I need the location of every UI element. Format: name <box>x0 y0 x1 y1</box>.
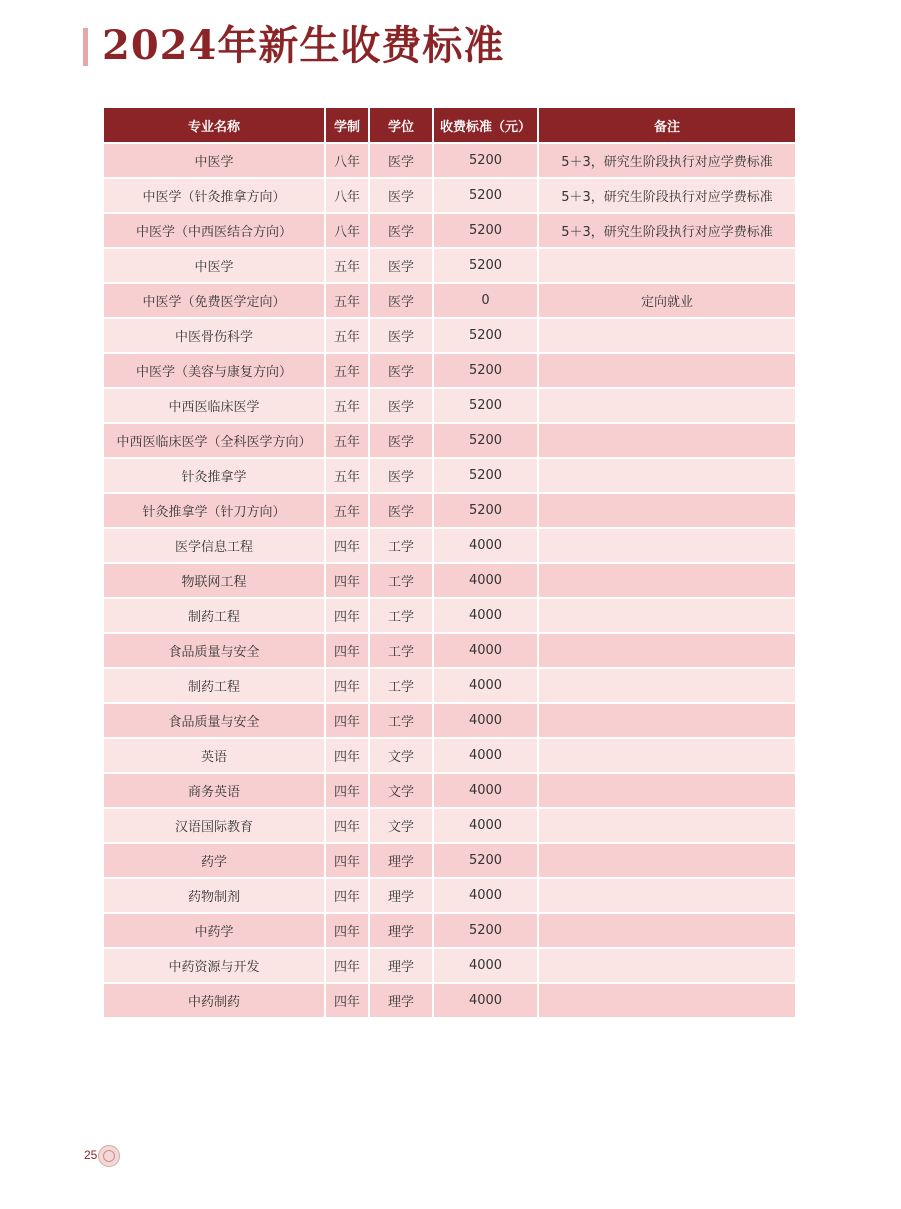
cell-fee: 4000 <box>434 529 537 564</box>
cell-fee: 4000 <box>434 984 537 1019</box>
cell-remark: 5＋3，研究生阶段执行对应学费标准 <box>539 179 795 214</box>
table-body <box>104 144 795 1019</box>
cell-remark <box>539 459 795 494</box>
cell-duration: 四年 <box>326 564 368 599</box>
cell-remark <box>539 249 795 284</box>
cell-duration: 八年 <box>326 144 368 179</box>
cell-major: 食品质量与安全 <box>104 634 324 669</box>
cell-duration: 五年 <box>326 354 368 389</box>
table-row <box>104 284 795 319</box>
cell-remark <box>539 634 795 669</box>
cell-duration: 四年 <box>326 739 368 774</box>
cell-degree: 理学 <box>370 949 432 984</box>
cell-fee: 5200 <box>434 844 537 879</box>
cell-major: 物联网工程 <box>104 564 324 599</box>
cell-duration: 八年 <box>326 179 368 214</box>
cell-remark <box>539 879 795 914</box>
cell-fee: 4000 <box>434 704 537 739</box>
cell-fee: 5200 <box>434 459 537 494</box>
cell-duration: 四年 <box>326 704 368 739</box>
cell-degree: 医学 <box>370 354 432 389</box>
table-row <box>104 424 795 459</box>
cell-major: 中西医临床医学（全科医学方向） <box>104 424 324 459</box>
cell-degree: 医学 <box>370 214 432 249</box>
cell-fee: 4000 <box>434 774 537 809</box>
cell-degree: 医学 <box>370 424 432 459</box>
cell-degree: 工学 <box>370 634 432 669</box>
cell-duration: 四年 <box>326 949 368 984</box>
table-row <box>104 179 795 214</box>
cell-major: 中医学 <box>104 144 324 179</box>
cell-remark <box>539 599 795 634</box>
cell-remark: 5＋3，研究生阶段执行对应学费标准 <box>539 214 795 249</box>
cell-degree: 理学 <box>370 914 432 949</box>
cell-fee: 5200 <box>434 389 537 424</box>
cell-major: 中药制药 <box>104 984 324 1019</box>
header-remark: 备注 <box>539 108 795 144</box>
cell-remark <box>539 809 795 844</box>
cell-degree: 工学 <box>370 599 432 634</box>
cell-remark <box>539 949 795 984</box>
cell-remark <box>539 389 795 424</box>
table-row <box>104 809 795 844</box>
table-row <box>104 249 795 284</box>
cell-fee: 5200 <box>434 249 537 284</box>
table-row <box>104 774 795 809</box>
cell-remark <box>539 704 795 739</box>
table-row <box>104 459 795 494</box>
cell-duration: 四年 <box>326 529 368 564</box>
cell-major: 中医学 <box>104 249 324 284</box>
cell-fee: 5200 <box>434 144 537 179</box>
cell-fee: 4000 <box>434 634 537 669</box>
cell-degree: 文学 <box>370 739 432 774</box>
cell-duration: 四年 <box>326 634 368 669</box>
table-row <box>104 529 795 564</box>
cell-duration: 五年 <box>326 389 368 424</box>
cell-fee: 5200 <box>434 214 537 249</box>
cell-fee: 5200 <box>434 319 537 354</box>
cell-duration: 四年 <box>326 844 368 879</box>
table-row <box>104 214 795 249</box>
cell-remark <box>539 914 795 949</box>
cell-fee: 4000 <box>434 809 537 844</box>
cell-major: 医学信息工程 <box>104 529 324 564</box>
cell-degree: 理学 <box>370 879 432 914</box>
cell-remark <box>539 844 795 879</box>
cell-major: 商务英语 <box>104 774 324 809</box>
table-row <box>104 949 795 984</box>
cell-major: 英语 <box>104 739 324 774</box>
cell-major: 制药工程 <box>104 599 324 634</box>
cell-degree: 工学 <box>370 669 432 704</box>
cell-degree: 工学 <box>370 704 432 739</box>
header-fee: 收费标准（元） <box>434 108 537 144</box>
cell-major: 制药工程 <box>104 669 324 704</box>
cell-major: 中药学 <box>104 914 324 949</box>
cell-duration: 四年 <box>326 914 368 949</box>
cell-major: 中医学（免费医学定向） <box>104 284 324 319</box>
table-row <box>104 879 795 914</box>
table-row <box>104 389 795 424</box>
cell-duration: 五年 <box>326 249 368 284</box>
cell-remark <box>539 424 795 459</box>
cell-major: 针灸推拿学 <box>104 459 324 494</box>
cell-remark <box>539 739 795 774</box>
header-degree: 学位 <box>370 108 432 144</box>
cell-remark <box>539 354 795 389</box>
university-seal-icon <box>98 1145 120 1167</box>
cell-degree: 医学 <box>370 179 432 214</box>
cell-major: 中西医临床医学 <box>104 389 324 424</box>
cell-degree: 工学 <box>370 529 432 564</box>
cell-degree: 医学 <box>370 494 432 529</box>
cell-major: 药物制剂 <box>104 879 324 914</box>
cell-fee: 0 <box>434 284 537 319</box>
cell-duration: 四年 <box>326 669 368 704</box>
cell-degree: 理学 <box>370 984 432 1019</box>
cell-duration: 五年 <box>326 284 368 319</box>
cell-major: 中药资源与开发 <box>104 949 324 984</box>
cell-duration: 五年 <box>326 459 368 494</box>
cell-major: 中医学（针灸推拿方向） <box>104 179 324 214</box>
cell-fee: 5200 <box>434 179 537 214</box>
cell-degree: 医学 <box>370 249 432 284</box>
cell-fee: 5200 <box>434 354 537 389</box>
table-header-row <box>104 108 795 144</box>
cell-fee: 4000 <box>434 879 537 914</box>
cell-fee: 4000 <box>434 949 537 984</box>
header-major: 专业名称 <box>104 108 324 144</box>
cell-major: 针灸推拿学（针刀方向） <box>104 494 324 529</box>
table-row <box>104 319 795 354</box>
cell-duration: 八年 <box>326 214 368 249</box>
cell-major: 中医骨伤科学 <box>104 319 324 354</box>
cell-remark <box>539 319 795 354</box>
cell-duration: 五年 <box>326 494 368 529</box>
title-accent-bar <box>83 28 88 66</box>
page-number: 25 <box>84 1148 98 1162</box>
cell-fee: 4000 <box>434 564 537 599</box>
cell-major: 汉语国际教育 <box>104 809 324 844</box>
cell-remark <box>539 669 795 704</box>
cell-remark: 定向就业 <box>539 284 795 319</box>
cell-degree: 医学 <box>370 144 432 179</box>
table-row <box>104 669 795 704</box>
cell-duration: 四年 <box>326 599 368 634</box>
cell-duration: 五年 <box>326 424 368 459</box>
table-row <box>104 144 795 179</box>
cell-major: 中医学（美容与康复方向） <box>104 354 324 389</box>
cell-duration: 四年 <box>326 984 368 1019</box>
table-row <box>104 564 795 599</box>
cell-degree: 医学 <box>370 284 432 319</box>
cell-duration: 五年 <box>326 319 368 354</box>
cell-remark <box>539 529 795 564</box>
cell-fee: 4000 <box>434 739 537 774</box>
cell-duration: 四年 <box>326 879 368 914</box>
cell-duration: 四年 <box>326 809 368 844</box>
cell-fee: 5200 <box>434 914 537 949</box>
header-duration: 学制 <box>326 108 368 144</box>
cell-duration: 四年 <box>326 774 368 809</box>
cell-fee: 4000 <box>434 599 537 634</box>
table-row <box>104 984 795 1019</box>
cell-remark: 5＋3，研究生阶段执行对应学费标准 <box>539 144 795 179</box>
cell-degree: 文学 <box>370 809 432 844</box>
table-row <box>104 634 795 669</box>
cell-fee: 5200 <box>434 494 537 529</box>
cell-degree: 医学 <box>370 389 432 424</box>
cell-degree: 医学 <box>370 319 432 354</box>
table-row <box>104 599 795 634</box>
cell-major: 中医学（中西医结合方向） <box>104 214 324 249</box>
cell-major: 食品质量与安全 <box>104 704 324 739</box>
cell-remark <box>539 494 795 529</box>
cell-fee: 5200 <box>434 424 537 459</box>
table-row <box>104 739 795 774</box>
table-row <box>104 494 795 529</box>
page-title: 2024年新生收费标准 <box>102 22 505 69</box>
cell-remark <box>539 564 795 599</box>
table-row <box>104 844 795 879</box>
table-row <box>104 354 795 389</box>
table-row <box>104 704 795 739</box>
cell-fee: 4000 <box>434 669 537 704</box>
cell-major: 药学 <box>104 844 324 879</box>
cell-remark <box>539 984 795 1019</box>
fee-table <box>102 108 797 1019</box>
cell-degree: 文学 <box>370 774 432 809</box>
cell-degree: 理学 <box>370 844 432 879</box>
table-row <box>104 914 795 949</box>
cell-degree: 工学 <box>370 564 432 599</box>
cell-degree: 医学 <box>370 459 432 494</box>
cell-remark <box>539 774 795 809</box>
